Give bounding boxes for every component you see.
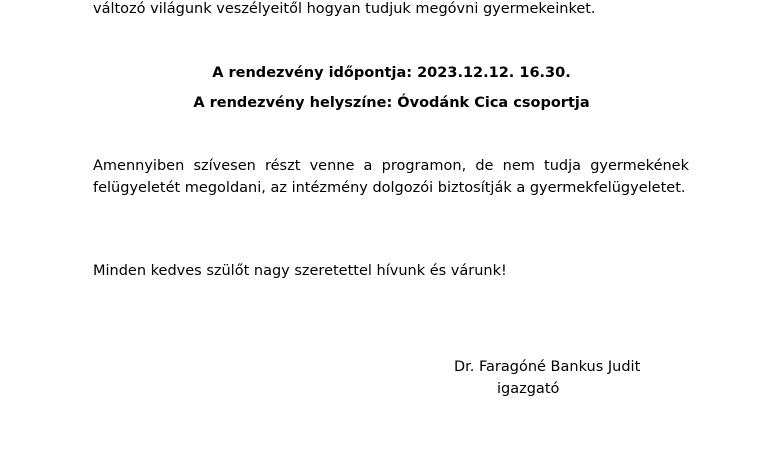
invitation-text: Minden kedves szülőt nagy szeretettel hívunk és várunk!: [93, 263, 507, 279]
event-time: A rendezvény időpontja: 2023.12.12. 16.30.: [212, 65, 571, 81]
childcare-paragraph: Amennyiben szívesen részt venne a programon, de nem tudja gyermekének felügyeletét megoldani, az intézmény dolgozói biztosítják a gyermekfelügyeletet.: [93, 158, 689, 196]
intro-text-line: változó világunk veszélyeitől hogyan tudjuk megóvni gyermekeinket.: [93, 1, 596, 17]
event-place: A rendezvény helyszíne: Óvodánk Cica csoportja: [193, 95, 590, 111]
signature-name: Dr. Faragóné Bankus Judit: [454, 359, 641, 375]
signature-title: igazgató: [497, 381, 560, 397]
